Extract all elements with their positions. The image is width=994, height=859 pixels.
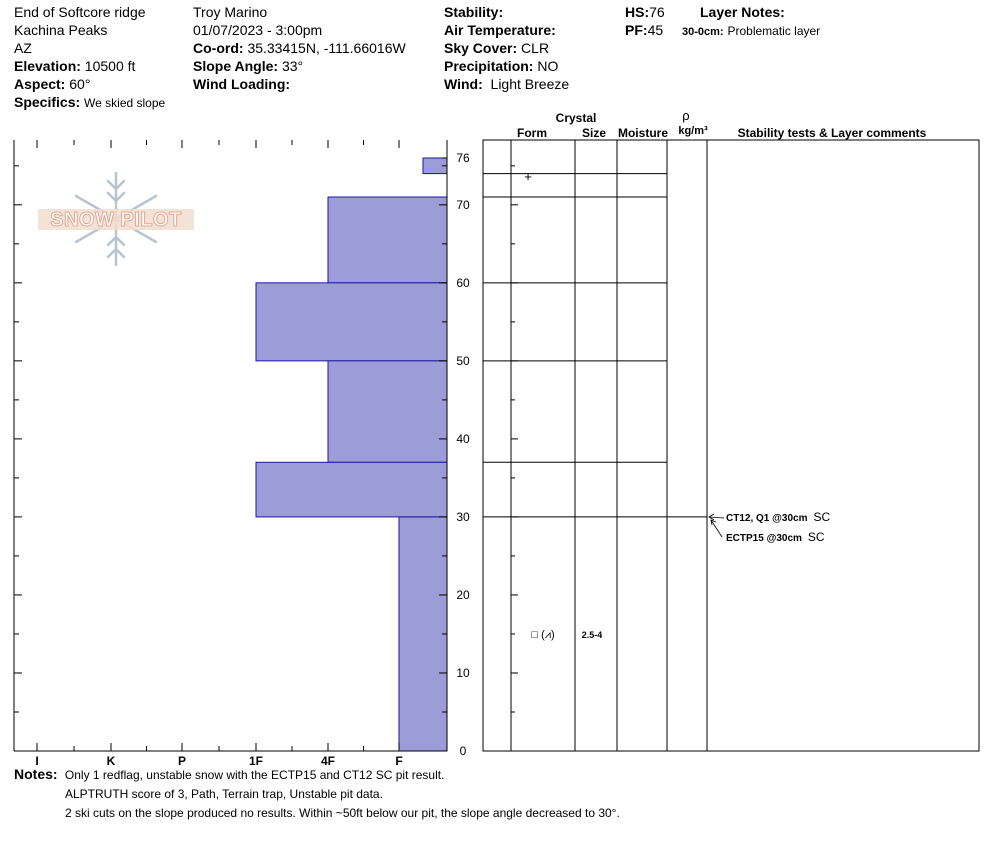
x-tick-label-I: I bbox=[35, 754, 39, 768]
coord-label: Co-ord: bbox=[193, 40, 244, 56]
location-line1: End of Softcore ridge bbox=[14, 4, 146, 20]
stability-label: Stability: bbox=[444, 4, 504, 20]
wind-loading-label: Wind Loading: bbox=[193, 76, 291, 92]
y-tick-label-30: 30 bbox=[456, 509, 470, 524]
slope-value: 33° bbox=[281, 58, 304, 74]
y-tick-label-40: 40 bbox=[456, 431, 470, 446]
table-border bbox=[483, 140, 979, 751]
layer-note-text: Problematic layer bbox=[727, 24, 821, 38]
x-tick-label-4F: 4F bbox=[320, 754, 336, 768]
sky-value: CLR bbox=[521, 40, 550, 56]
elevation-value: 10500 ft bbox=[84, 58, 136, 74]
coord-value: 35.33415N, -111.66016W bbox=[247, 40, 406, 56]
wind-value: Light Breeze bbox=[490, 76, 570, 92]
layer-notes-label: Layer Notes: bbox=[700, 4, 785, 20]
y-tick-label-0: 0 bbox=[459, 744, 467, 758]
x-tick-label-F: F bbox=[395, 754, 403, 768]
specifics-value: We skied slope bbox=[84, 96, 166, 110]
notes-block bbox=[14, 765, 444, 785]
x-tick-label-P: P bbox=[177, 754, 187, 768]
specifics-label: Specifics: bbox=[14, 94, 81, 110]
col-stability: Stability tests & Layer comments bbox=[737, 126, 927, 140]
hs-label: HS: bbox=[625, 4, 650, 20]
col-form: Form bbox=[517, 126, 547, 140]
stability-test-1 bbox=[726, 510, 830, 524]
wind-label: Wind: bbox=[444, 76, 483, 92]
hardness-bar-3 bbox=[328, 361, 447, 462]
stability-test-2-suffix: SC bbox=[807, 530, 825, 544]
y-tick-label-10: 10 bbox=[456, 665, 470, 680]
pf-value: 45 bbox=[647, 22, 664, 38]
col-moisture: Moisture bbox=[617, 126, 669, 140]
notes-line3: 2 ski cuts on the slope produced no results. Within ~50ft below our pit, the slope angle decreased to 30°. bbox=[65, 806, 620, 820]
y-tick-label-76: 76 bbox=[456, 151, 470, 165]
observer: Troy Marino bbox=[193, 4, 268, 20]
y-tick-label-60: 60 bbox=[456, 275, 470, 290]
x-tick-label-1F: 1F bbox=[248, 754, 264, 768]
stability-test-pointers bbox=[709, 514, 724, 537]
hardness-bar-1 bbox=[328, 197, 447, 283]
notes-line2: ALPTRUTH score of 3, Path, Terrain trap, Unstable pit data. bbox=[65, 787, 383, 801]
hardness-bar-2 bbox=[256, 283, 447, 361]
aspect-value: 60° bbox=[69, 76, 91, 92]
col-crystal: Crystal bbox=[555, 111, 597, 125]
pf-label: PF: bbox=[625, 22, 648, 38]
stability-test-1-suffix: SC bbox=[813, 510, 831, 524]
layer-note-range: 30-0cm: bbox=[682, 26, 724, 38]
y-tick-label-20: 20 bbox=[456, 587, 470, 602]
location-line2: Kachina Peaks bbox=[14, 22, 108, 38]
elevation-label: Elevation: bbox=[14, 58, 81, 74]
col-rho: ρ bbox=[682, 108, 690, 123]
y-tick-label-50: 50 bbox=[456, 353, 470, 368]
stability-test-1-name: CT12, Q1 @30cm bbox=[726, 513, 808, 524]
hs-value: 76 bbox=[649, 4, 665, 20]
col-size: Size bbox=[581, 126, 607, 140]
notes-line1: Only 1 redflag, unstable snow with the ECTP15 and CT12 SC pit result. bbox=[64, 768, 445, 782]
lower-layer-size: 2.5-4 bbox=[581, 630, 603, 640]
hardness-plot bbox=[14, 140, 470, 768]
y-tick-label-70: 70 bbox=[456, 197, 470, 212]
location-line3: AZ bbox=[14, 40, 32, 56]
air-temp-label: Air Temperature: bbox=[444, 22, 556, 38]
x-tick-label-K: K bbox=[106, 754, 116, 768]
notes-label: Notes: bbox=[14, 766, 58, 782]
logo-text: SNOW PILOT bbox=[50, 209, 182, 231]
datetime: 01/07/2023 - 3:00pm bbox=[193, 22, 323, 38]
top-layer-form: + bbox=[524, 169, 532, 184]
stability-test-2-name: ECTP15 @30cm bbox=[726, 533, 802, 544]
stability-test-2 bbox=[726, 530, 825, 544]
sky-label: Sky Cover: bbox=[444, 40, 518, 56]
aspect-label: Aspect: bbox=[14, 76, 66, 92]
hardness-bar-5 bbox=[399, 517, 447, 751]
hardness-bar-4 bbox=[256, 462, 447, 517]
slope-label: Slope Angle: bbox=[193, 58, 279, 74]
lower-layer-form: □ (⩘) bbox=[531, 629, 555, 641]
profile-table bbox=[483, 140, 979, 751]
precip-value: NO bbox=[537, 58, 559, 74]
col-density-unit: kg/m³ bbox=[678, 125, 708, 137]
precip-label: Precipitation: bbox=[444, 58, 534, 74]
